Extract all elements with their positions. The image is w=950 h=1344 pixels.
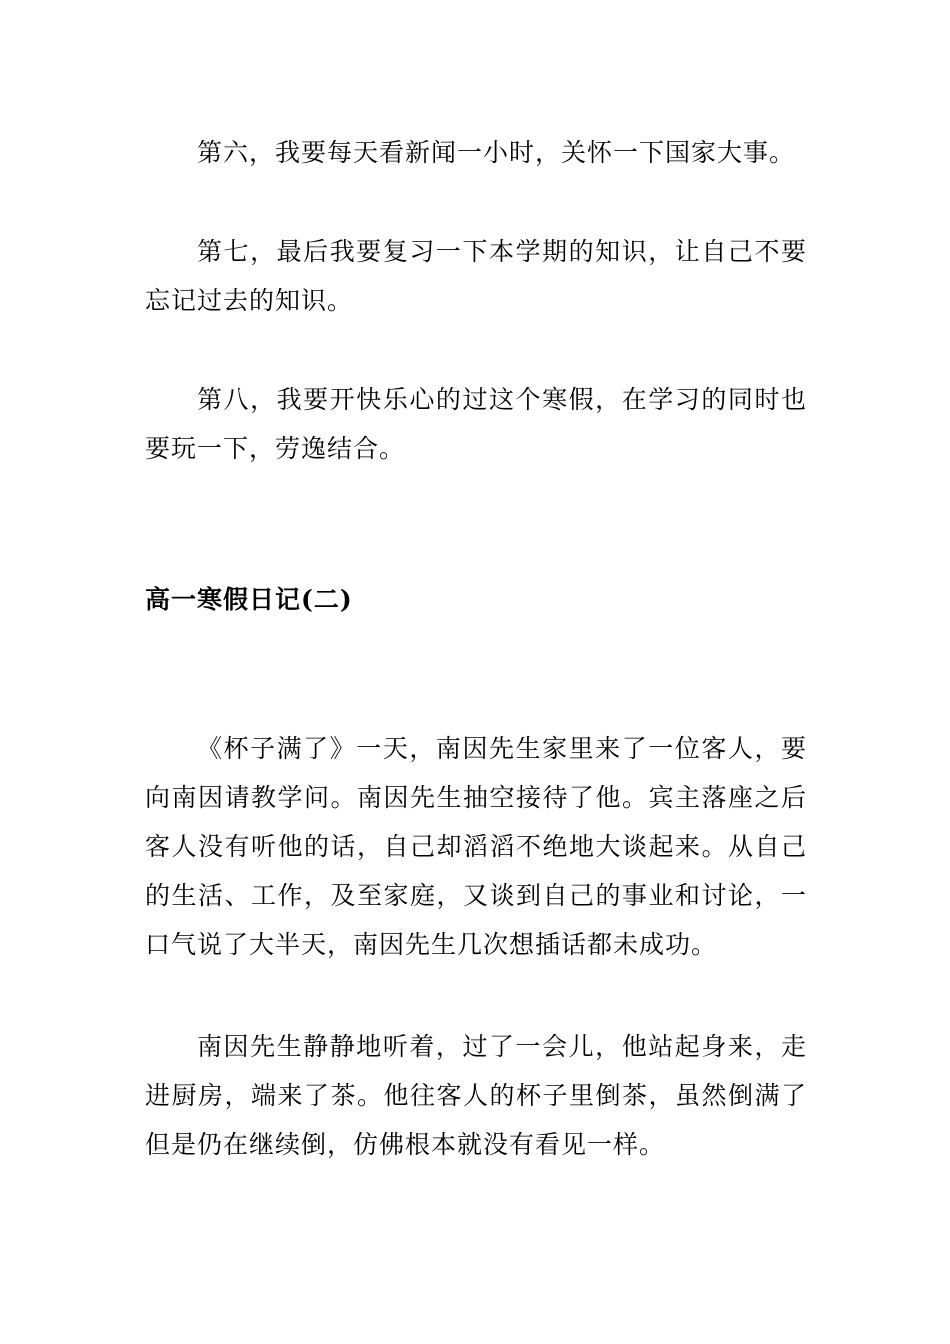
paragraph-item-seven: 第七，最后我要复习一下本学期的知识，让自己不要忘记过去的知识。 — [145, 237, 807, 315]
story-paragraph-1: 《杯子满了》一天，南因先生家里来了一位客人，要向南因请教学问。南因先生抽空接待了他。宾主落座之后客人没有听他的话，自己却滔滔不绝地大谈起来。从自己的生活、工作，及至家庭，又谈到自己的事业和讨论，一口气说了大半天，南因先生几次想插话都未成功。 — [145, 734, 807, 959]
paragraph-item-eight: 第八，我要开快乐心的过这个寒假，在学习的同时也要玩一下，劳逸结合。 — [145, 385, 807, 463]
story-paragraph-2: 南因先生静静地听着，过了一会儿，他站起身来，走进厨房，端来了茶。他往客人的杯子里倒茶，虽然倒满了但是仍在继续倒，仿佛根本就没有看见一样。 — [145, 1032, 807, 1159]
section-title: 高一寒假日记(二) — [145, 585, 353, 614]
paragraph-item-six: 第六，我要每天看新闻一小时，关怀一下国家大事。 — [197, 138, 796, 167]
